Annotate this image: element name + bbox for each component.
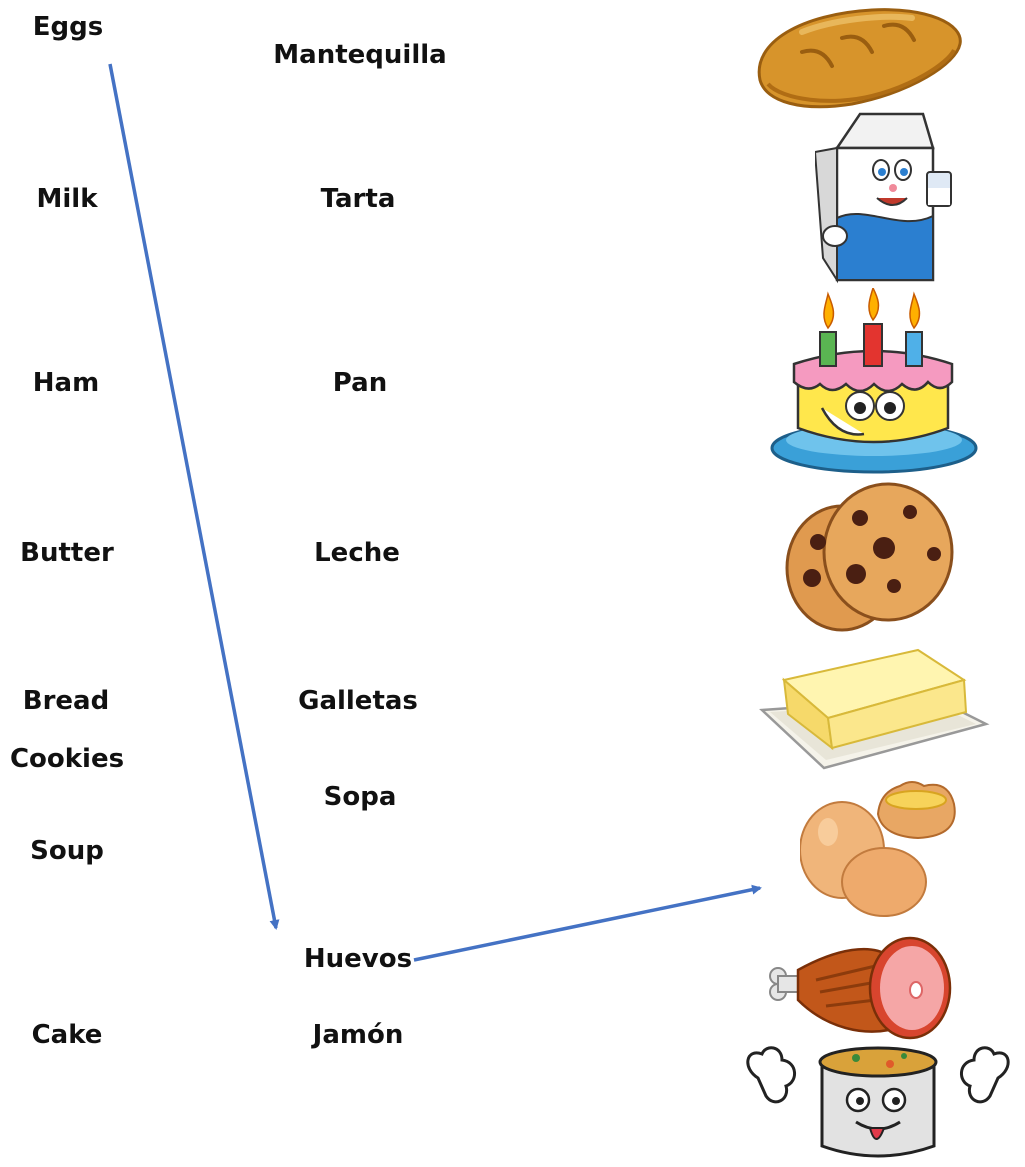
soup-picture[interactable] bbox=[738, 1038, 1018, 1166]
eggs-picture[interactable] bbox=[800, 770, 960, 918]
ham-picture[interactable] bbox=[764, 930, 954, 1042]
arrow-eggs-to-huevos[interactable] bbox=[110, 64, 276, 928]
english-word-cake[interactable]: Cake bbox=[31, 1020, 103, 1050]
spanish-word-jamon[interactable]: Jamón bbox=[312, 1020, 404, 1050]
english-word-soup[interactable]: Soup bbox=[30, 836, 104, 866]
english-word-milk[interactable]: Milk bbox=[36, 184, 98, 214]
english-word-butter[interactable]: Butter bbox=[20, 538, 114, 568]
cookies-picture[interactable] bbox=[784, 482, 956, 634]
english-word-bread[interactable]: Bread bbox=[22, 686, 110, 716]
arrow-huevos-to-eggs-picture[interactable] bbox=[414, 888, 760, 960]
english-word-ham[interactable]: Ham bbox=[32, 368, 100, 398]
english-word-cookies[interactable]: Cookies bbox=[9, 744, 125, 774]
spanish-word-galletas[interactable]: Galletas bbox=[298, 686, 418, 716]
cake-picture[interactable] bbox=[768, 288, 980, 478]
spanish-word-huevos[interactable]: Huevos bbox=[303, 944, 413, 974]
spanish-word-mantequilla[interactable]: Mantequilla bbox=[273, 40, 447, 70]
spanish-word-pan[interactable]: Pan bbox=[332, 368, 388, 398]
spanish-word-tarta[interactable]: Tarta bbox=[320, 184, 396, 214]
milk-picture[interactable] bbox=[815, 108, 960, 290]
spanish-word-leche[interactable]: Leche bbox=[314, 538, 400, 568]
spanish-word-sopa[interactable]: Sopa bbox=[323, 782, 397, 812]
bread-picture[interactable] bbox=[742, 2, 967, 114]
english-word-eggs[interactable]: Eggs bbox=[32, 12, 104, 42]
butter-picture[interactable] bbox=[758, 640, 990, 772]
